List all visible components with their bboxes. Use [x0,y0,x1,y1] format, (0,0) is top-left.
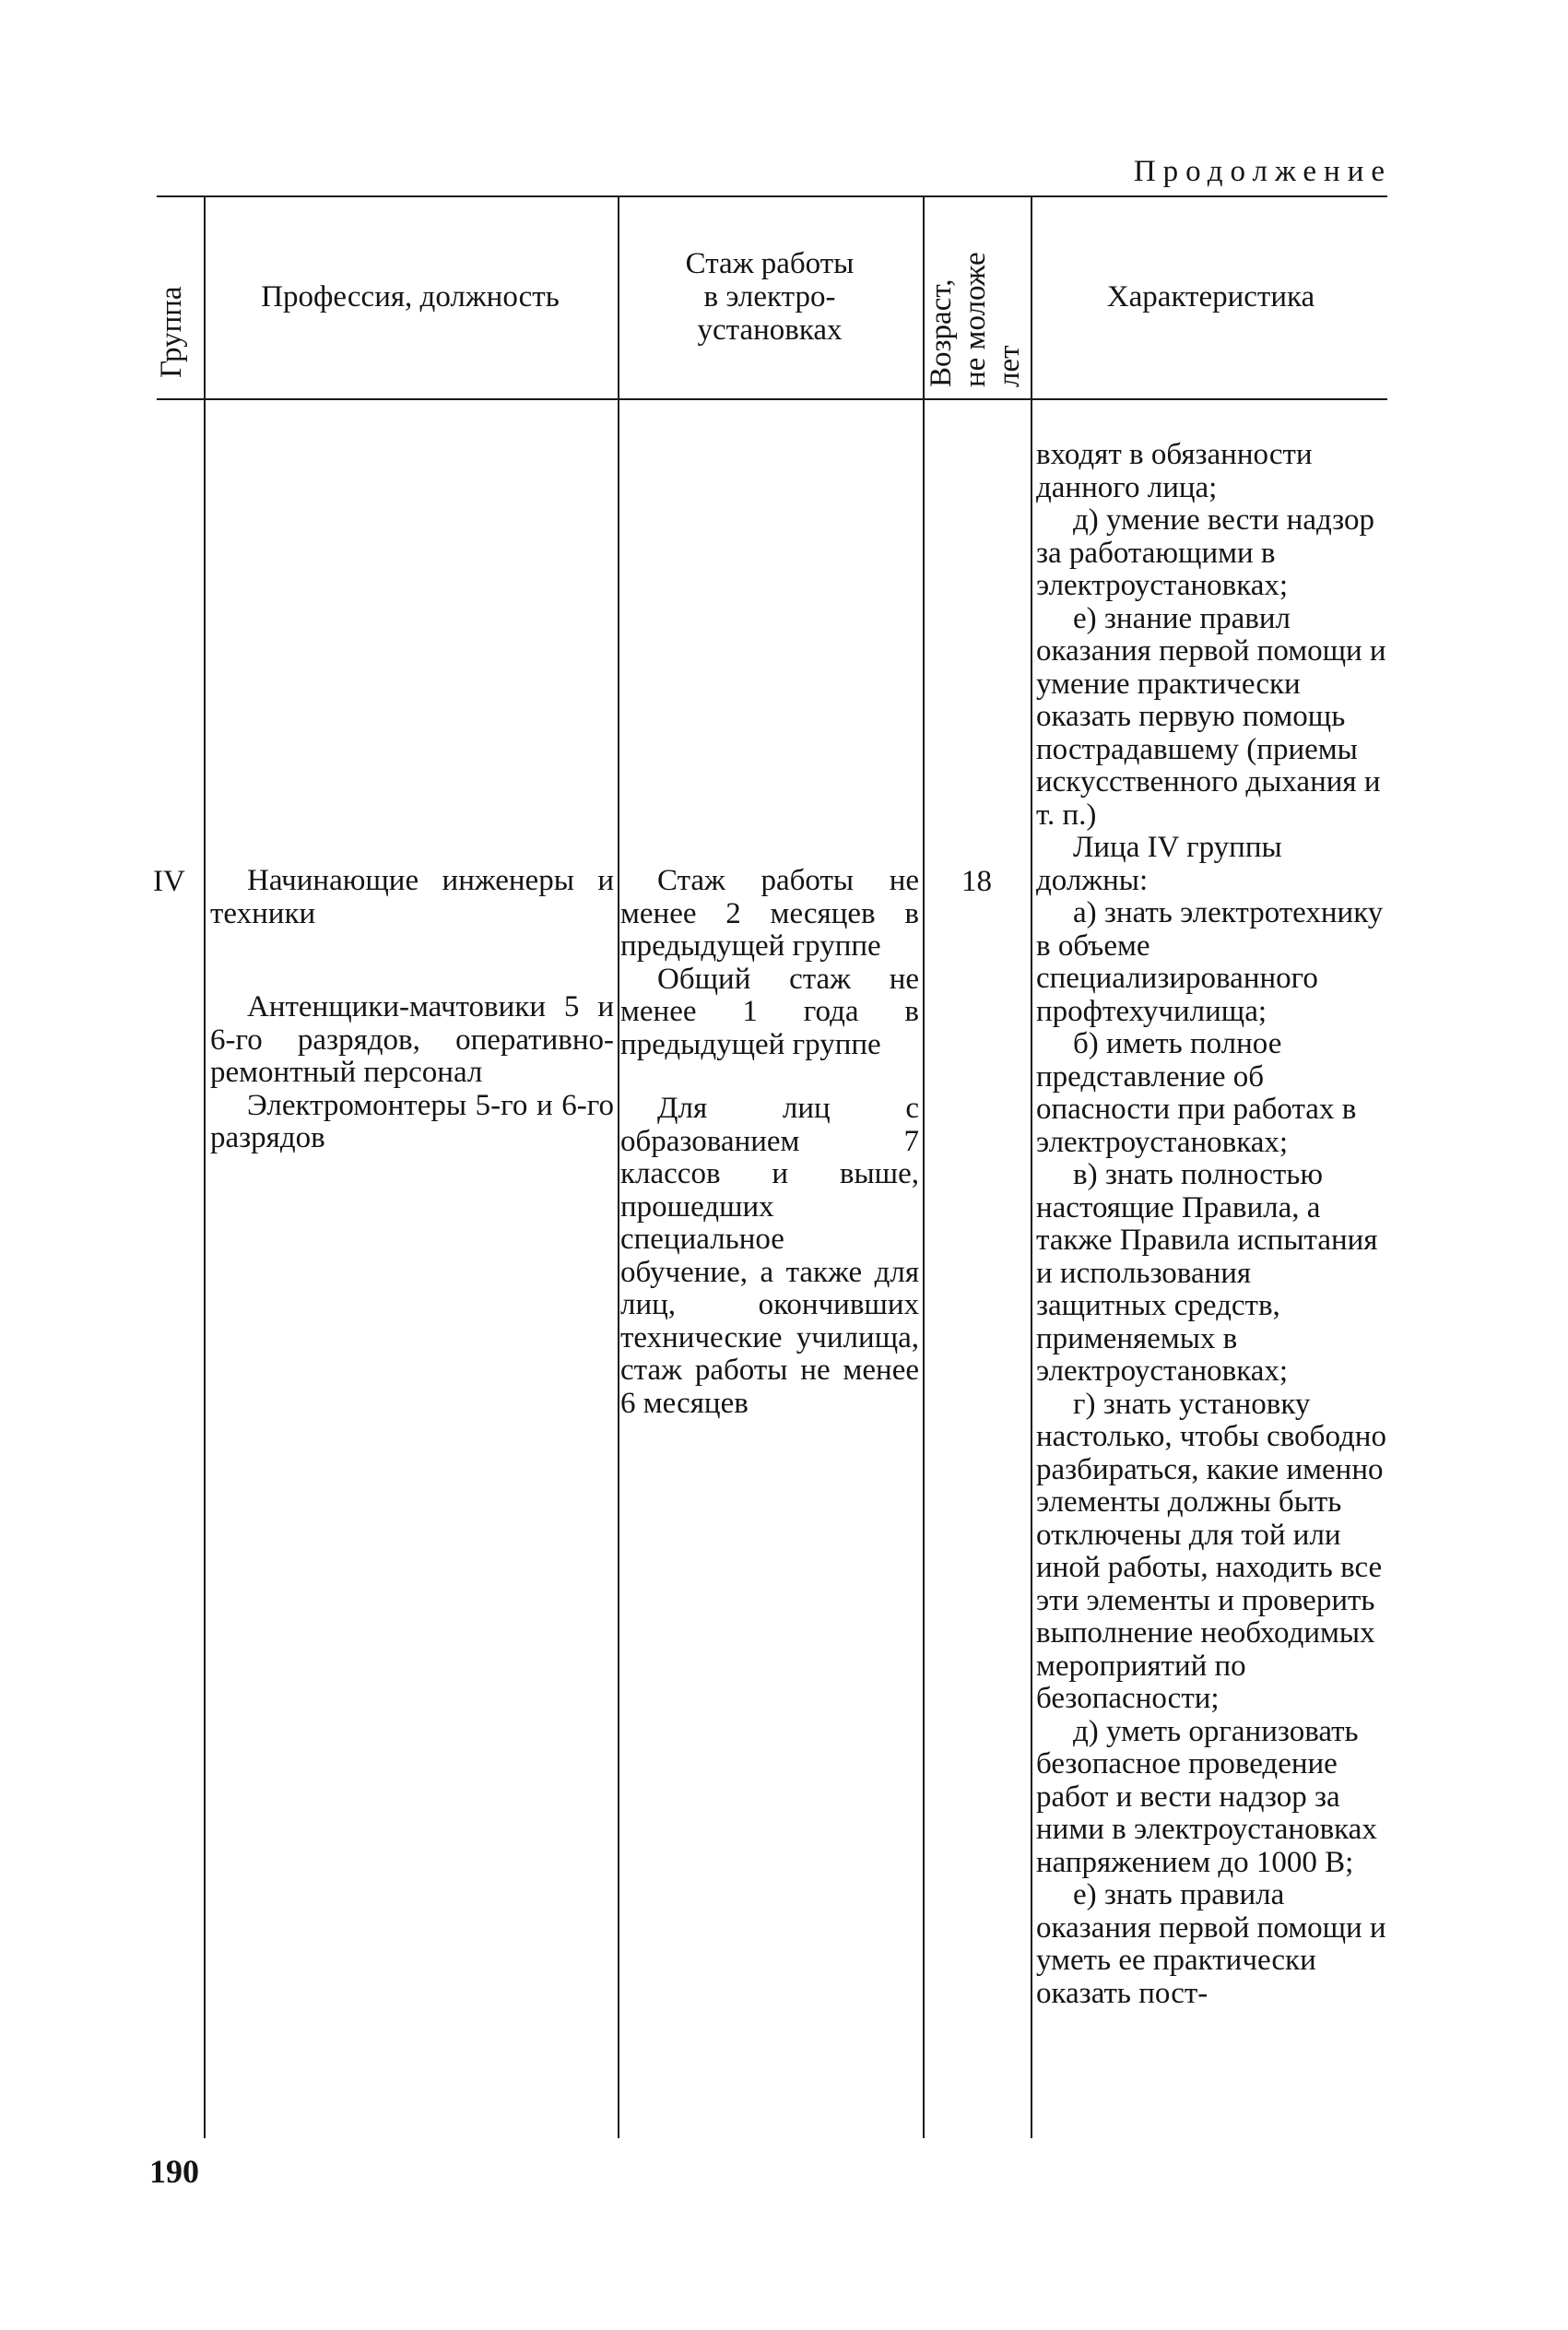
table-top-rule [157,195,1387,197]
characteristics-cell [1036,439,1388,2010]
column-divider-2 [618,196,619,2138]
header-profession: Профессия, должность [261,280,560,313]
page-number: 190 [149,2153,199,2190]
characteristic-item: е) знать правила оказания первой помощи и уметь ее практически оказать пост- [1036,1878,1386,2010]
header-experience: Стаж работы в электро- установках [685,247,855,347]
group-value: IV [153,865,185,898]
characteristic-item: г) знать установку настолько, чтобы свободно разбираться, какие именно элементы должны быть отключены для той или иной работы, находить все эти элементы и проверить выполнение необходимых мероприятий по безопасности; [1036,1387,1386,1715]
column-divider-3 [923,196,925,2138]
experience-item: Для лиц с образованием 7 классов и выше, прошедших специальное обучение, а также для лиц, окончивших технические училища, стаж работы не менее 6 месяцев [620,1092,919,1420]
age-value: 18 [961,865,992,898]
header-age-line-1: Возраст, [925,278,958,387]
characteristic-item: Лица IV группы должны: [1036,831,1282,897]
header-age-line-2: не моложе [959,252,992,387]
characteristic-item: е) знание правил оказания первой помощи и умение практически оказать первую помощь пострадавшему (приемы искусственного дыхания и т. п.) [1036,601,1386,832]
characteristic-item: д) уметь организовать безопасное проведение работ и вести надзор за ними в электроустановках напряжением до 1000 В; [1036,1714,1377,1879]
table-header-rule [157,398,1387,400]
continuation-label: Продолжение [1133,155,1392,188]
header-group: Группа [155,286,188,378]
profession-item: Электромонтеры 5-го и 6-го разрядов [210,1088,614,1154]
profession-item: Антенщики-мачтовики 5 и 6-го разрядов, оперативно-ремонтный персонал [210,990,614,1089]
characteristic-item: в) знать полностью настоящие Правила, а также Правила испытания и использования защитных средств, применяемых в электроустановках; [1036,1158,1378,1388]
profession-cell [210,865,614,1155]
characteristic-item: входят в обязанности данного лица; [1036,438,1313,504]
experience-item: Общий стаж не менее 1 года в предыдущей группе [620,962,919,1061]
header-age-line-3: лет [993,345,1026,387]
characteristic-item: д) умение вести надзор за работающими в электроустановках; [1036,503,1375,602]
experience-cell [620,865,919,1420]
header-characteristics: Характеристика [1106,280,1315,313]
column-divider-1 [204,196,206,2138]
experience-item: Стаж работы не менее 2 месяцев в предыдущей группе [620,864,919,963]
column-divider-4 [1031,196,1032,2138]
profession-item: Начинающие инженеры и техники [210,864,614,930]
characteristic-item: б) иметь полное представление об опасности при работах в электроустановках; [1036,1027,1357,1159]
characteristic-item: а) знать электротехнику в объеме специализированного профтехучилища; [1036,896,1384,1028]
